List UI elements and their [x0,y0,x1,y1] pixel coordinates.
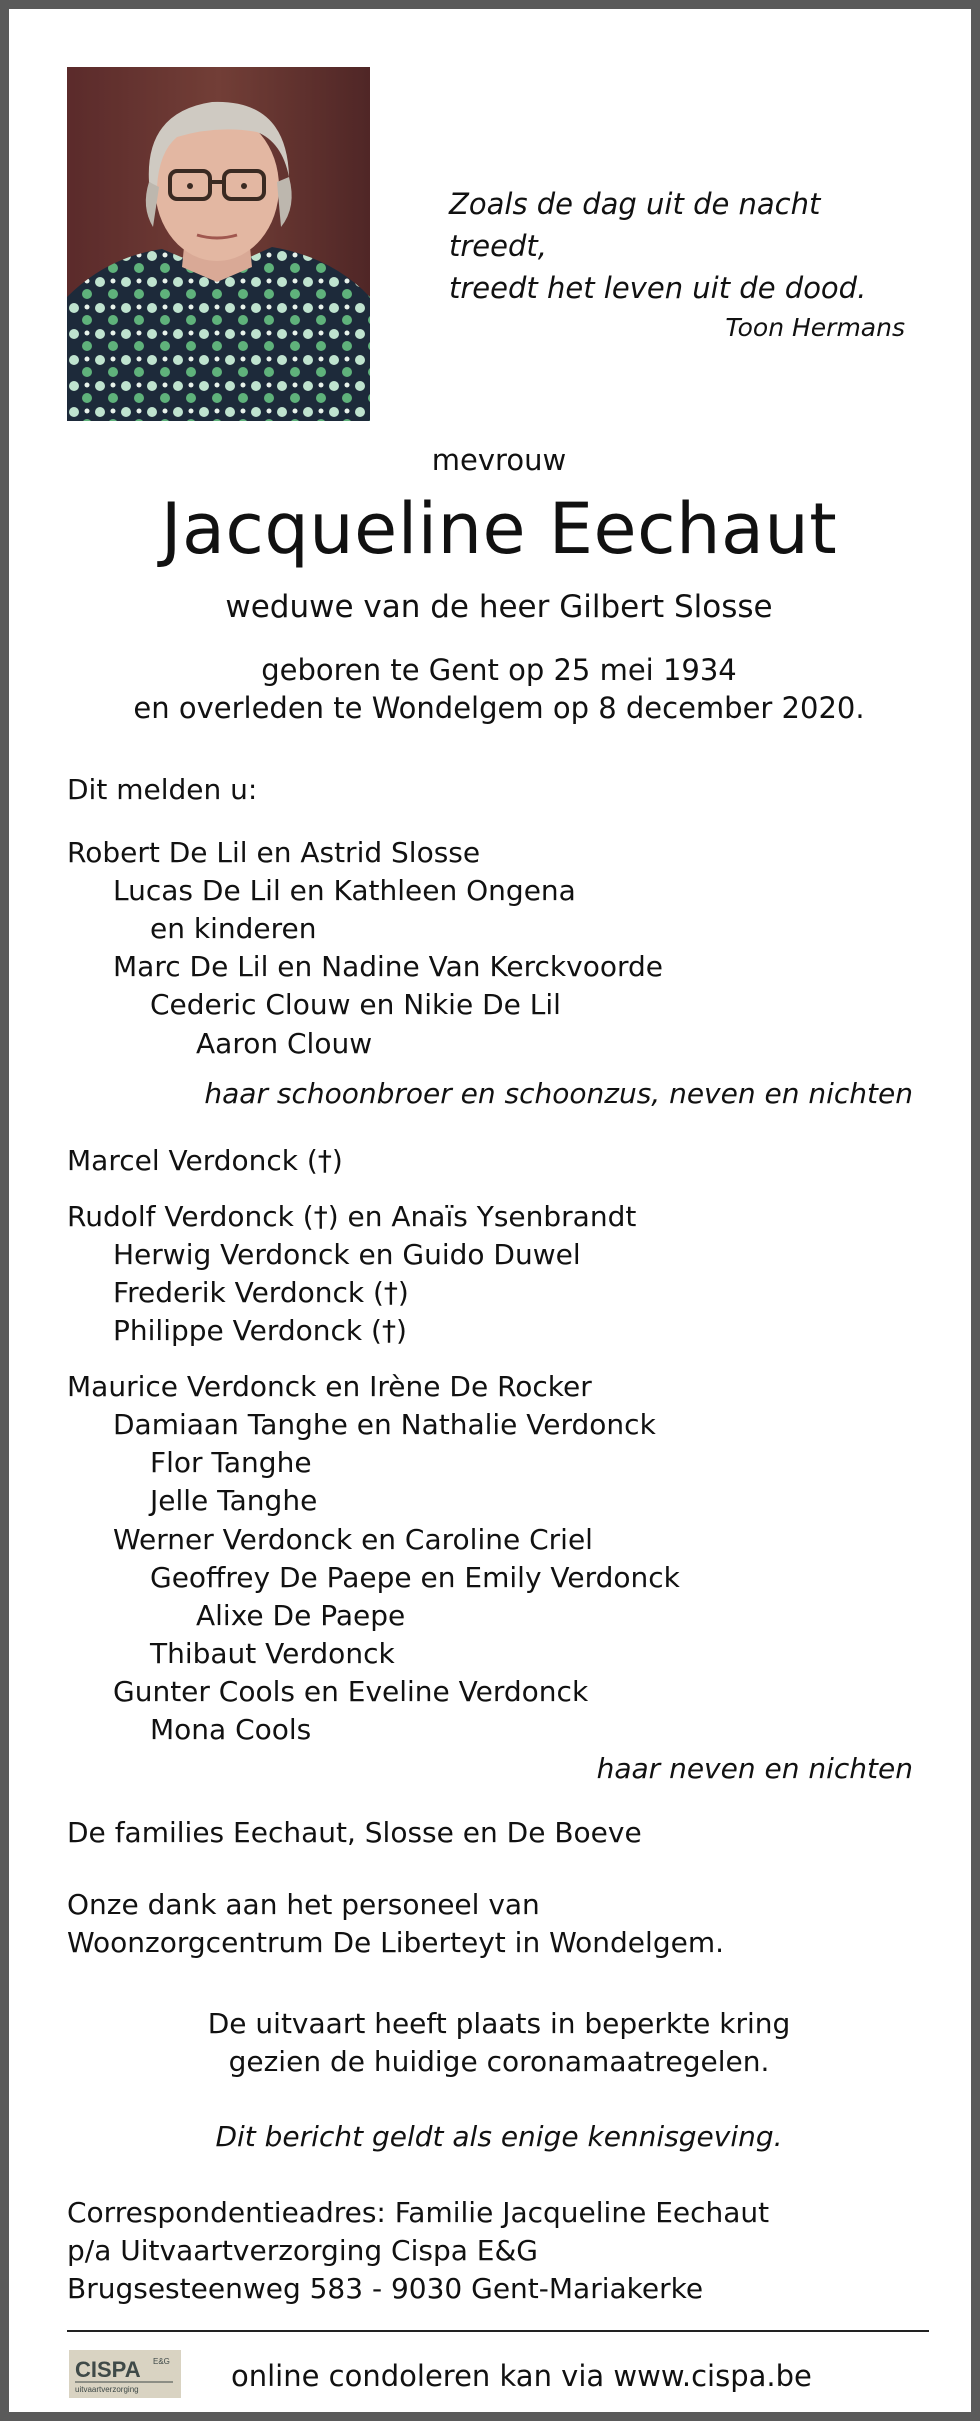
family-line: Alixe De Paepe [196,1599,406,1632]
family-line: Aaron Clouw [196,1027,373,1060]
birth-line: geboren te Gent op 25 mei 1934 [261,653,737,687]
portrait-photo [67,67,370,421]
family-line: Lucas De Lil en Kathleen Ongena [113,874,576,907]
family-line: Robert De Lil en Astrid Slosse [67,836,481,869]
family-line: Frederik Verdonck (†) [113,1276,409,1309]
honorific: mevrouw [431,443,567,477]
family-line: Herwig Verdonck en Guido Duwel [113,1238,581,1271]
address-line: Brugsesteenweg 583 - 9030 Gent-Mariakerke [67,2272,704,2305]
quote-line-1: Zoals de dag uit de nacht treedt, [449,187,821,263]
family-line: Geoffrey De Paepe en Emily Verdonck [150,1561,680,1594]
logo-sub: uitvaartverzorging [75,2385,139,2394]
families-line: De families Eechaut, Slosse en De Boeve [67,1816,642,1849]
family-line: Cederic Clouw en Nikie De Lil [150,988,561,1021]
death-line: en overleden te Wondelgem op 8 december 2020. [133,691,865,725]
widow-of: weduwe van de heer Gilbert Slosse [225,589,773,625]
family-line: Thibaut Verdonck [150,1637,395,1670]
notice-line: Dit bericht geldt als enige kennisgeving. [215,2120,783,2153]
thanks-line: Woonzorgcentrum De Liberteyt in Wondelgem. [67,1926,724,1959]
online-condolence-text: online condoleren kan via www.cispa.be [231,2359,812,2393]
family-line: Philippe Verdonck (†) [113,1314,407,1347]
funeral-line: gezien de huidige coronamaatregelen. [228,2045,770,2078]
cispa-logo [69,2350,181,2398]
family-line: Werner Verdonck en Caroline Criel [113,1523,593,1556]
family-line: Flor Tanghe [150,1446,312,1479]
family-line: Marc De Lil en Nadine Van Kerckvoorde [113,950,663,983]
address-line: p/a Uitvaartverzorging Cispa E&G [67,2234,538,2267]
logo-sup: E&G [153,2357,170,2366]
address-line: Correspondentieadres: Familie Jacqueline Eechaut [67,2196,770,2229]
footer-divider [67,2330,929,2332]
deceased-name: Jacqueline Eechaut [160,488,838,570]
quote-block [449,183,909,345]
family-line: en kinderen [150,912,317,945]
family-line: Marcel Verdonck (†) [67,1144,343,1177]
family-caption: haar schoonbroer en schoonzus, neven en nichten [204,1077,913,1110]
funeral-line: De uitvaart heeft plaats in beperkte kring [207,2007,791,2040]
thanks-line: Onze dank aan het personeel van [67,1888,540,1921]
quote-author: Toon Hermans [725,313,905,342]
family-line: Rudolf Verdonck (†) en Anaïs Ysenbrandt [67,1200,637,1233]
family-line: Jelle Tanghe [150,1484,318,1517]
family-line: Mona Cools [150,1713,312,1746]
family-caption: haar neven en nichten [596,1752,913,1785]
logo-text: CISPA [75,2357,141,2382]
family-line: Maurice Verdonck en Irène De Rocker [67,1370,592,1403]
announce-intro: Dit melden u: [67,773,258,806]
family-line: Damiaan Tanghe en Nathalie Verdonck [113,1408,656,1441]
family-line: Gunter Cools en Eveline Verdonck [113,1675,589,1708]
quote-line-2: treedt het leven uit de dood. [449,271,867,305]
